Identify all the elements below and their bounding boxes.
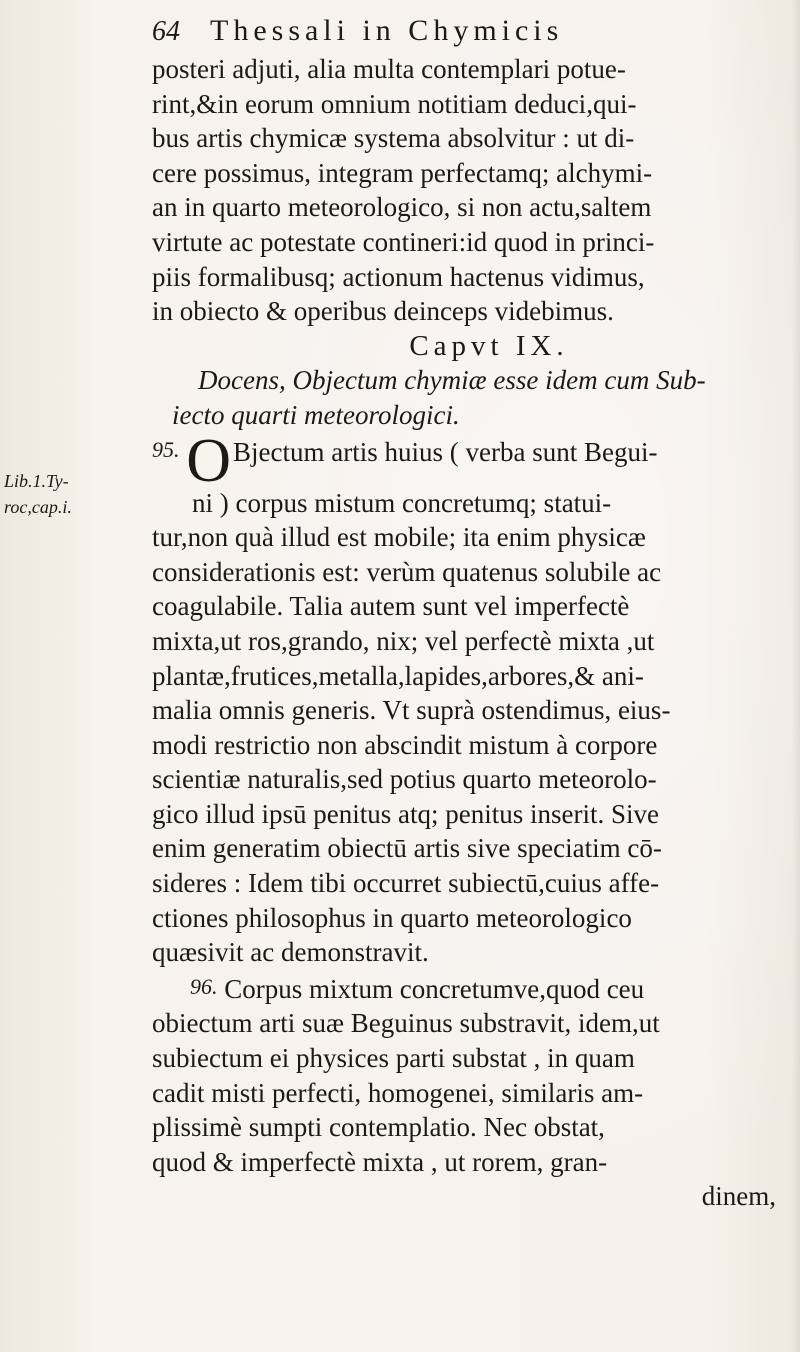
paragraph-number: 96. [190, 973, 218, 999]
text-line: malia omnis generis. Vt suprà ostendimus, eius- [152, 695, 671, 726]
chapter-heading: Capvt IX. [409, 329, 569, 362]
text-line: Bjectum artis huius ( verba sunt Begui- [233, 436, 658, 467]
catchword: dinem, [701, 1181, 776, 1212]
chapter-summary-line: Docens, Objectum chymiæ esse idem cum Sub- [198, 365, 706, 396]
paragraph-96-first-line [152, 970, 796, 1007]
margin-note-line: Lib.1.Ty- [4, 471, 69, 491]
text-line: obiectum arti suæ Beguinus substravit, idem,ut [152, 1008, 660, 1039]
text-line: plantæ,frutices,metalla,lapides,arbores,& ani- [152, 660, 644, 691]
page-number: 64 [152, 16, 180, 47]
text-line: considerationis est: verùm quatenus solubile ac [152, 556, 662, 587]
text-line: gico illud ipsū penitus atq; penitus inserit. Sive [152, 798, 659, 829]
paragraph-95-first-line [152, 426, 796, 495]
text-line: tur,non quà illud est mobile; ita enim physicæ [152, 522, 646, 553]
text-line: modi restrictio non abscindit mistum à corpore [152, 729, 658, 760]
text-line: mixta,ut ros,grando, nix; vel perfectè mixta ,ut [152, 625, 655, 656]
text-line: sideres : Idem tibi occurret subiectū,cuius affe- [152, 868, 660, 899]
text-line: ni ) corpus mistum concretumq; statui- [192, 487, 612, 518]
text-line: rint,&in eorum omnium notitiam deduci,qui- [152, 88, 637, 119]
body-text [152, 52, 796, 1214]
text-line: subiectum ei physices parti substat , in quam [152, 1043, 635, 1074]
text-line: enim generatim obiectū artis sive speciatim cō- [152, 833, 662, 864]
page-header [152, 12, 792, 52]
text-line: bus artis chymicæ systema absolvitur : ut di- [152, 123, 635, 154]
text-line: piis formalibusq; actionum hactenus vidimus, [152, 261, 645, 292]
margin-note [4, 468, 72, 520]
text-line: virtute ac potestate contineri:id quod in princi- [152, 226, 655, 257]
text-line: cadit misti perfecti, homogenei, similaris am- [152, 1077, 644, 1108]
drop-cap: O [186, 426, 232, 495]
text-line: Corpus mixtum concretumve,quod ceu [224, 973, 645, 1004]
running-head: Thessali in Chymicis [210, 14, 564, 47]
paragraph-number: 95. [152, 436, 180, 462]
text-line: ctiones philosophus in quarto meteorologico [152, 902, 632, 933]
text-line: cere possimus, integram perfectamq; alchymi- [152, 157, 653, 188]
text-line: quod & imperfectè mixta , ut rorem, gran- [152, 1146, 608, 1177]
text-line: plissimè sumpti contemplatio. Nec obstat, [152, 1112, 605, 1143]
text-line: an in quarto meteorologico, si non actu,saltem [152, 192, 652, 223]
chapter-summary-line: iecto quarti meteorologici. [172, 399, 460, 430]
text-line: posteri adjuti, alia multa contemplari potue- [152, 54, 626, 84]
margin-note-line: roc,cap.i. [4, 497, 72, 517]
text-line: coagulabile. Talia autem sunt vel imperfectè [152, 591, 630, 622]
text-line: quæsivit ac demonstravit. [152, 937, 429, 968]
text-line: scientiæ naturalis,sed potius quarto meteorolo- [152, 764, 657, 795]
text-line: in obiecto & operibus deinceps videbimus. [152, 296, 614, 327]
